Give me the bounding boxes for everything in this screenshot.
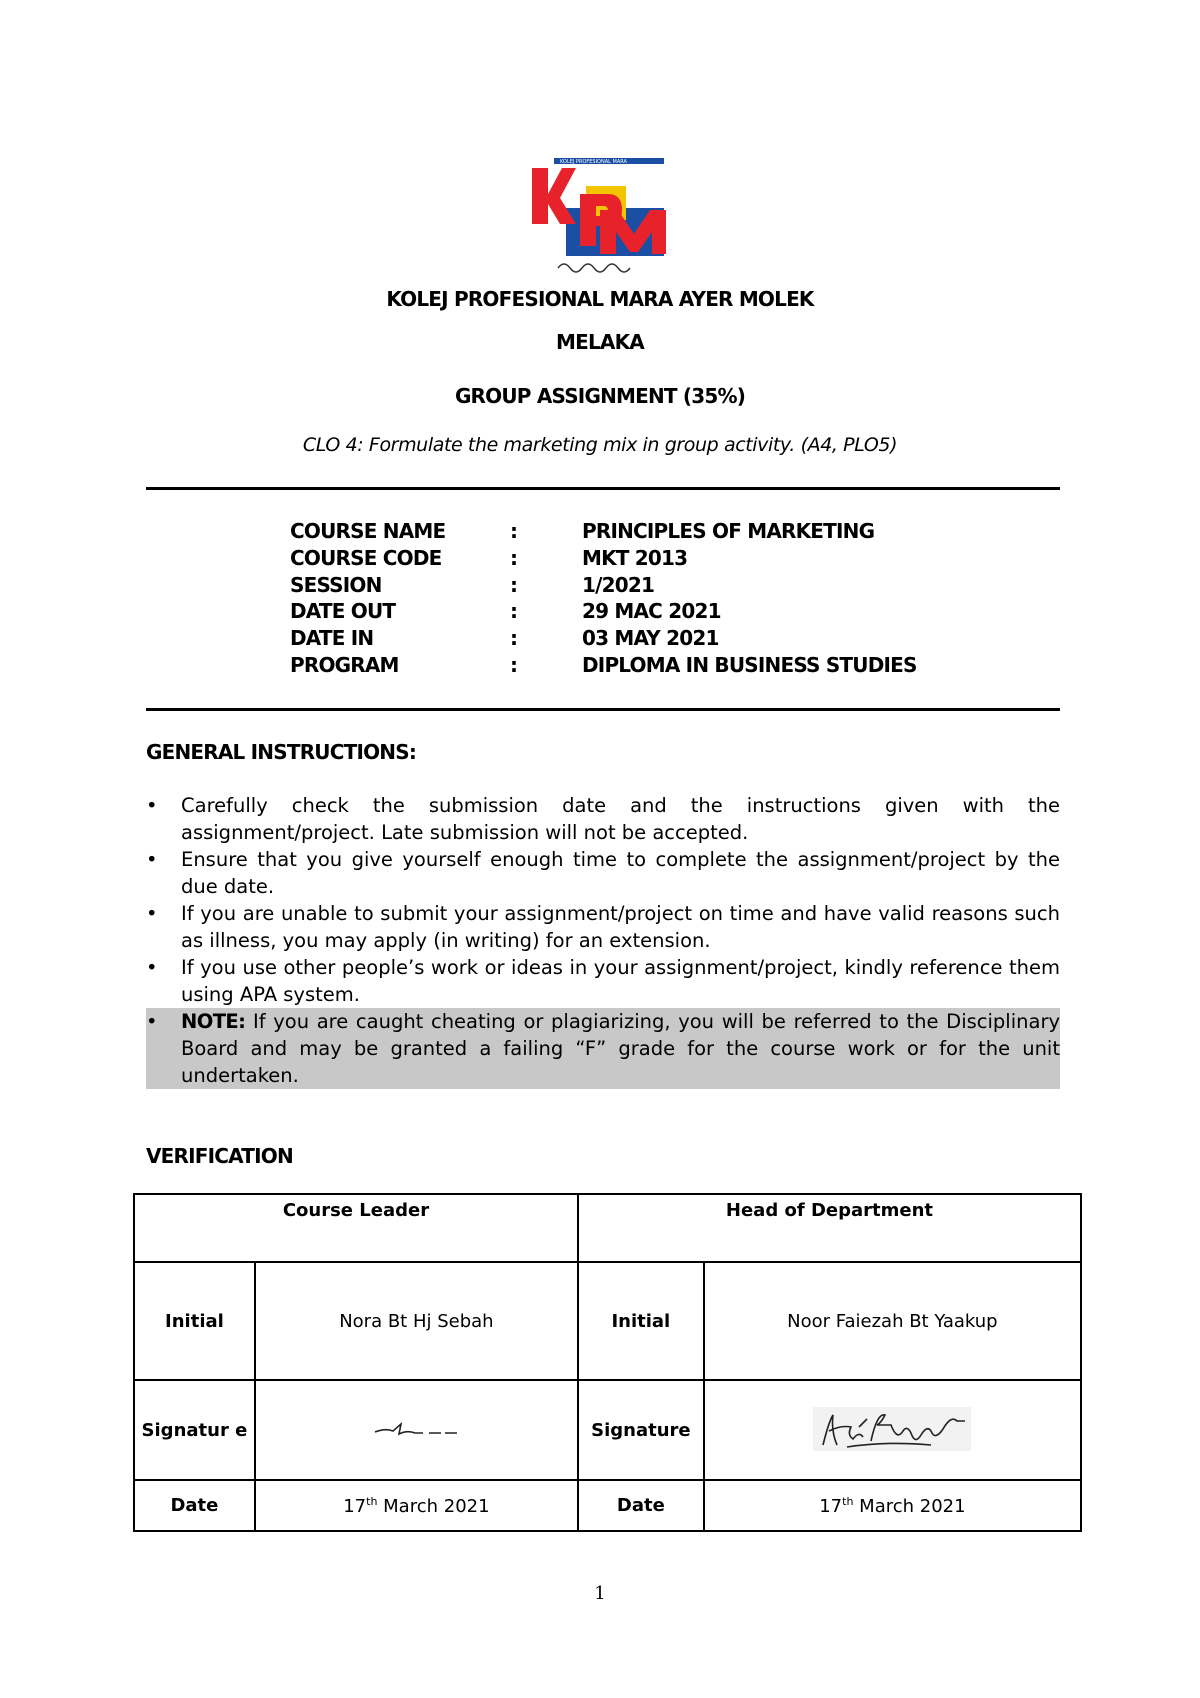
table-row [134, 1262, 1081, 1380]
course-leader-header: Course Leader [134, 1194, 578, 1262]
detail-value: 03 MAY 2021 [582, 626, 719, 651]
clo-statement: CLO 4: Formulate the marketing mix in group activity. (A4, PLO5) [302, 434, 898, 456]
note-item [146, 1008, 1060, 1089]
detail-colon: : [510, 626, 518, 651]
detail-value: DIPLOMA IN BUSINESS STUDIES [582, 652, 917, 677]
course-leader-date [255, 1480, 578, 1531]
date-rest: March 2021 [377, 1495, 490, 1517]
detail-colon: : [510, 599, 518, 624]
divider-bottom [146, 708, 1060, 711]
signature-image [371, 1418, 461, 1442]
detail-label: COURSE CODE [290, 545, 442, 570]
bullet-icon: • [146, 1010, 158, 1033]
hod-date [704, 1480, 1081, 1531]
signature-label: Signatur e [134, 1380, 255, 1480]
date-suffix: th [842, 1494, 854, 1508]
note-text: If you are caught cheating or plagiarizing, you will be referred to the Disciplinary Board and may be granted a failing “F” grade for the course work or for the unit undertaken. [181, 1010, 1060, 1087]
signature-label: Signature [578, 1380, 704, 1480]
detail-colon: : [510, 652, 518, 677]
detail-value: 29 MAC 2021 [582, 599, 721, 624]
detail-value: PRINCIPLES OF MARKETING [582, 519, 875, 543]
kpm-logo [530, 150, 670, 285]
initial-label: Initial [578, 1262, 704, 1380]
hod-signature [704, 1380, 1081, 1480]
head-of-department-header: Head of Department [578, 1194, 1081, 1262]
bullet-icon: • [146, 902, 158, 925]
instruction-text: If you use other people’s work or ideas in your assignment/project, kindly reference them using APA system. [181, 956, 1060, 1006]
list-item [146, 954, 1060, 1008]
divider-top [146, 487, 1060, 490]
note-label: NOTE: [181, 1010, 246, 1033]
date-label: Date [134, 1480, 255, 1531]
verification-heading: VERIFICATION [146, 1144, 293, 1168]
detail-value: 1/2021 [582, 572, 655, 597]
instruction-text: Ensure that you give yourself enough time to complete the assignment/project by the due date. [181, 848, 1060, 898]
initial-label: Initial [134, 1262, 255, 1380]
detail-label: COURSE NAME [290, 519, 446, 543]
institution-name: KOLEJ PROFESIONAL MARA AYER MOLEK [386, 287, 814, 311]
course-leader-initial: Nora Bt Hj Sebah [255, 1262, 578, 1380]
bullet-icon: • [146, 956, 158, 979]
bullet-icon: • [146, 848, 158, 871]
instructions-list [146, 792, 1060, 1089]
instructions-heading: GENERAL INSTRUCTIONS: [146, 740, 417, 764]
list-item [146, 846, 1060, 900]
list-item [146, 792, 1060, 846]
detail-label: PROGRAM [290, 652, 399, 677]
date-rest: March 2021 [853, 1495, 966, 1517]
detail-label: SESSION [290, 572, 382, 597]
list-item [146, 900, 1060, 954]
institution-state: MELAKA [556, 330, 644, 354]
table-row [134, 1194, 1081, 1262]
detail-label: DATE OUT [290, 599, 396, 624]
instruction-text: If you are unable to submit your assignment/project on time and have valid reasons such as illness, you may apply (in writing) for an extension. [181, 902, 1060, 952]
detail-colon: : [510, 572, 518, 597]
detail-colon: : [510, 519, 518, 543]
verification-table [133, 1193, 1082, 1532]
course-leader-signature [255, 1380, 578, 1480]
detail-value: MKT 2013 [582, 545, 688, 570]
date-suffix: th [366, 1494, 378, 1508]
signature-image [807, 1401, 977, 1459]
table-row [134, 1380, 1081, 1480]
hod-initial: Noor Faiezah Bt Yaakup [704, 1262, 1081, 1380]
date-day: 17 [819, 1495, 843, 1517]
bullet-icon: • [146, 794, 158, 817]
instruction-text: Carefully check the submission date and the instructions given with the assignment/project. Late submission will not be accepted. [181, 794, 1060, 844]
table-row [134, 1480, 1081, 1531]
date-label: Date [578, 1480, 704, 1531]
detail-label: DATE IN [290, 626, 374, 651]
logo-text: KOLEJ PROFESIONAL MARA [560, 159, 627, 165]
assignment-title: GROUP ASSIGNMENT (35%) [454, 384, 746, 408]
page-number: 1 [594, 1583, 606, 1604]
date-day: 17 [343, 1495, 367, 1517]
detail-colon: : [510, 545, 518, 570]
